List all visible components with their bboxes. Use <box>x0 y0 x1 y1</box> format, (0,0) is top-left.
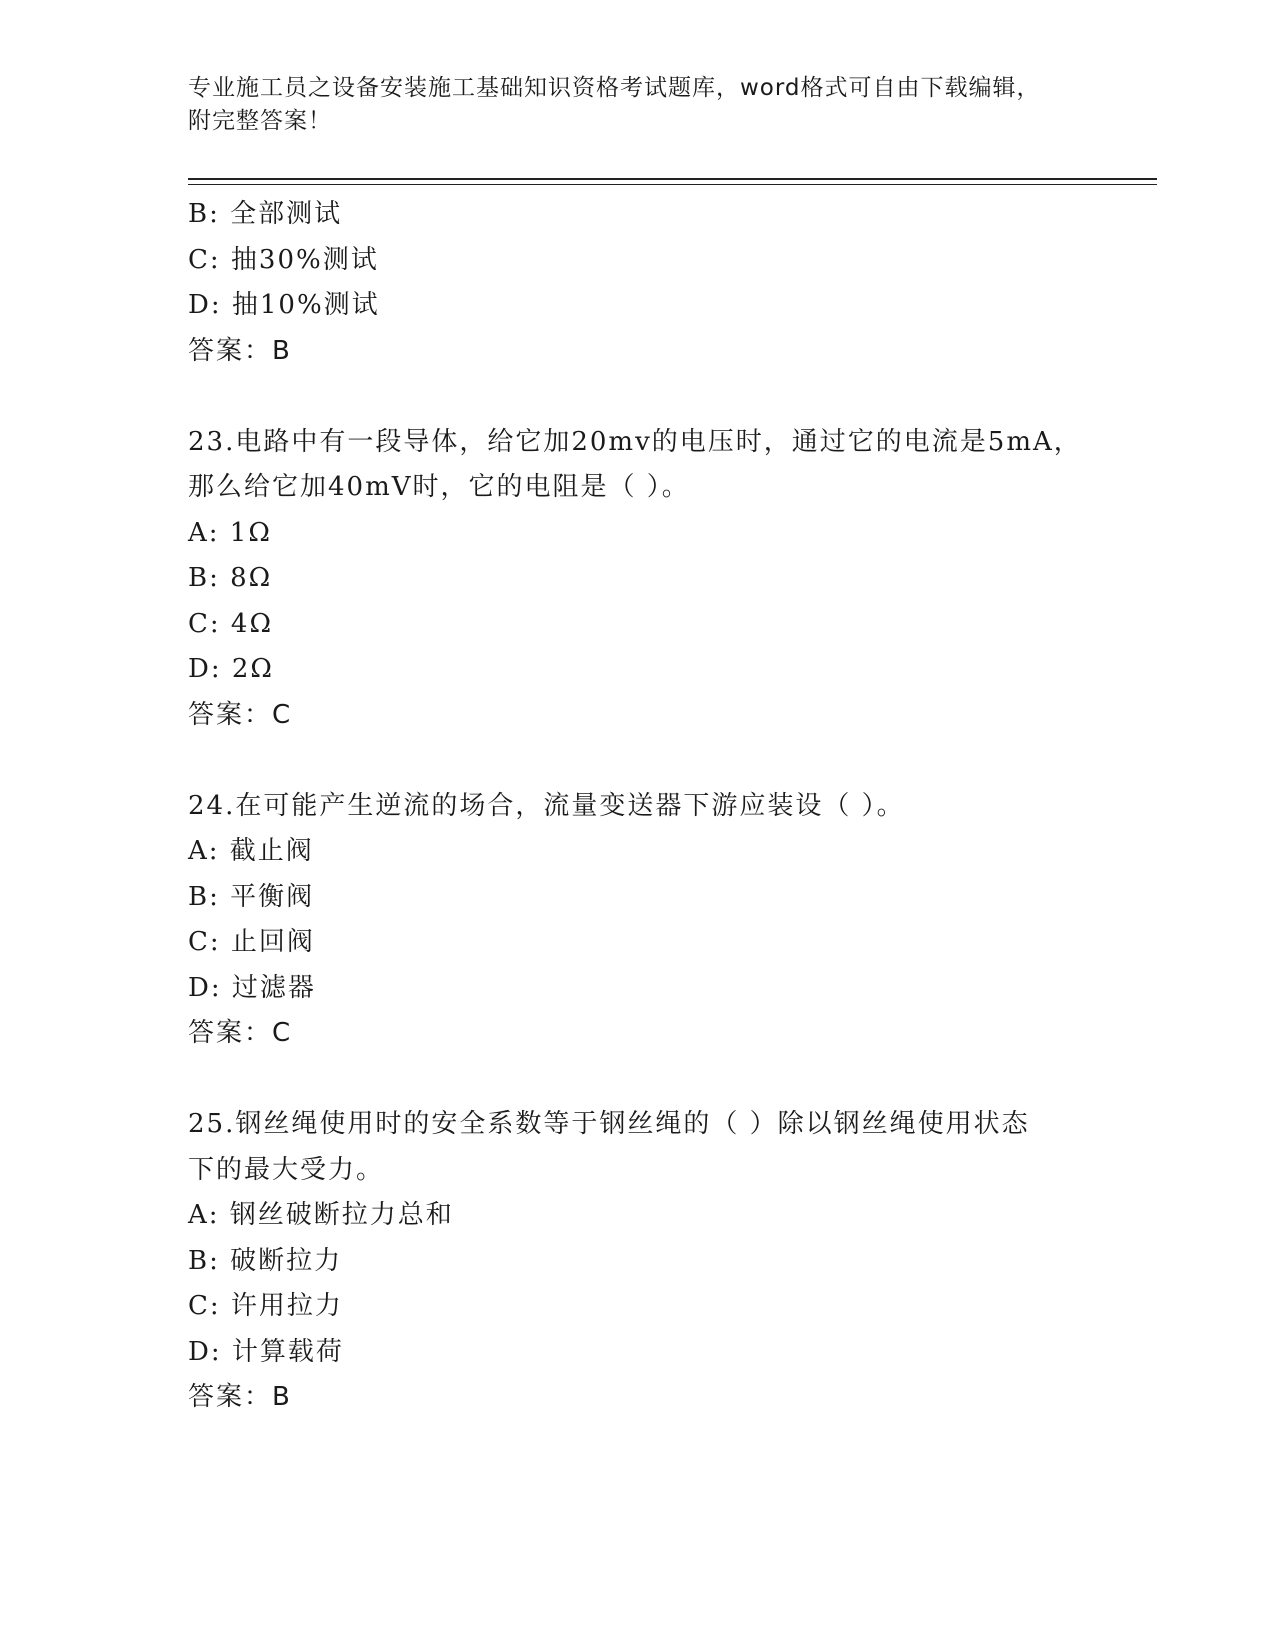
question-stem-line-1: 23.电路中有一段导体，给它加20mv的电压时，通过它的电流是5mA， <box>188 426 1082 457</box>
question-22-tail <box>188 192 1088 374</box>
answer: 答案：B <box>188 1382 292 1412</box>
option-c: C: 抽30%测试 <box>188 244 379 275</box>
option-d: D: 抽10%测试 <box>188 290 380 320</box>
option-a: A: 钢丝破断拉力总和 <box>188 1200 454 1230</box>
header-rule-thick <box>188 178 1157 180</box>
option-c: C: 4Ω <box>188 608 274 639</box>
option-a: A: 1Ω <box>188 517 272 548</box>
option-b: B: 破断拉力 <box>188 1245 343 1276</box>
question-stem-line-2: 那么给它加40mV时，它的电阻是（ ）。 <box>188 472 690 502</box>
option-d: D: 过滤器 <box>188 972 316 1003</box>
page-header <box>188 72 1068 138</box>
option-d: D: 计算载荷 <box>188 1336 344 1367</box>
header-rule-thin <box>188 184 1157 185</box>
spacer <box>188 1057 1088 1103</box>
option-b: B: 全部测试 <box>188 199 343 229</box>
question-stem-line-1: 24.在可能产生逆流的场合，流量变送器下游应装设（ ）。 <box>188 790 905 821</box>
option-b: B: 8Ω <box>188 563 273 593</box>
option-c: C: 止回阀 <box>188 927 315 957</box>
document-body <box>188 192 1088 1421</box>
answer: 答案：C <box>188 1018 293 1048</box>
header-line-2: 附完整答案！ <box>188 108 332 134</box>
option-c: C: 许用拉力 <box>188 1291 343 1321</box>
question-25 <box>188 1102 1088 1421</box>
question-23 <box>188 420 1088 739</box>
spacer <box>188 738 1088 784</box>
option-b: B: 平衡阀 <box>188 881 315 912</box>
answer: 答案：B <box>188 335 292 366</box>
header-line-1: 专业施工员之设备安装施工基础知识资格考试题库，word格式可自由下载编辑， <box>188 75 1041 101</box>
answer: 答案：C <box>188 699 293 730</box>
option-d: D: 2Ω <box>188 654 274 684</box>
question-stem-line-1: 25.钢丝绳使用时的安全系数等于钢丝绳的（ ）除以钢丝绳使用状态 <box>188 1109 1030 1139</box>
question-24 <box>188 784 1088 1057</box>
question-stem-line-2: 下的最大受力。 <box>188 1154 385 1185</box>
option-a: A: 截止阀 <box>188 836 314 866</box>
spacer <box>188 374 1088 420</box>
